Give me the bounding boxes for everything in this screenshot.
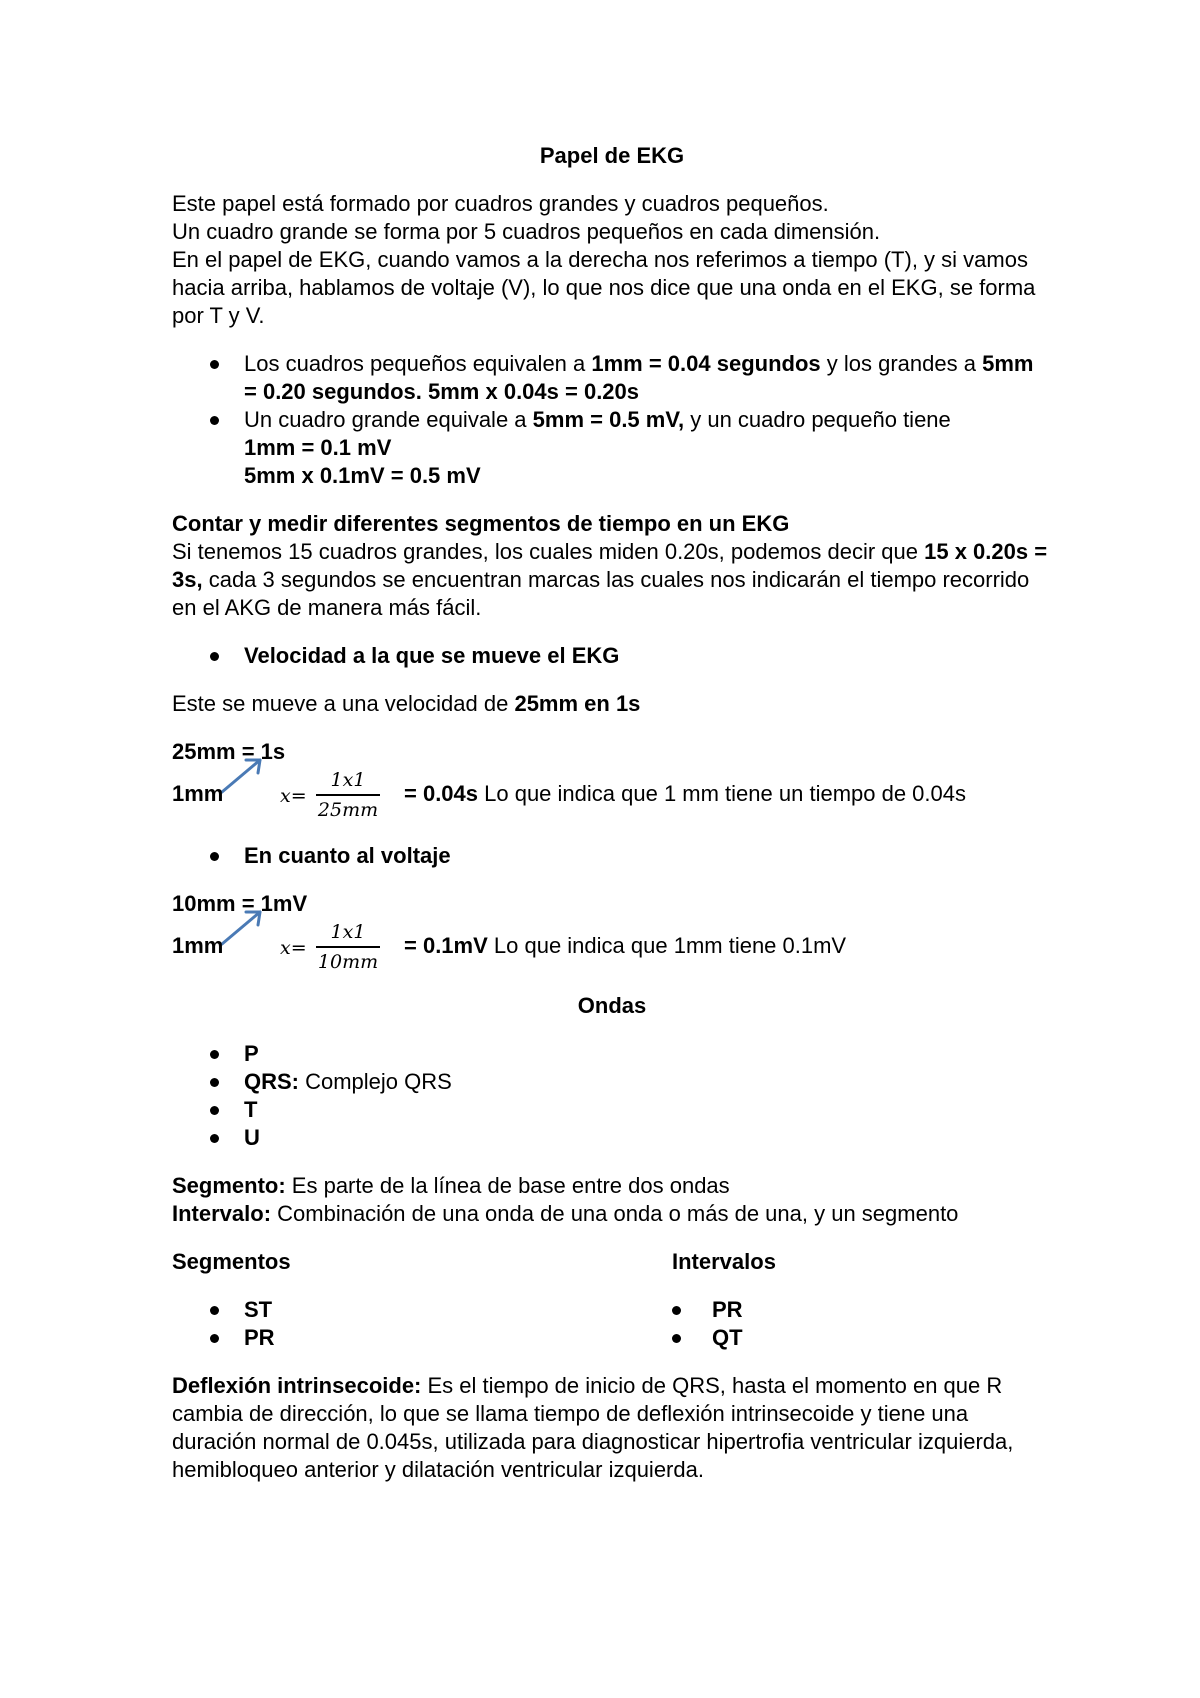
- paragraph-bold: 25mm en 1s: [514, 691, 641, 716]
- list-item: [172, 1296, 672, 1324]
- column-heading-text: Intervalos: [672, 1249, 776, 1274]
- column-heading-text: Segmentos: [172, 1249, 291, 1274]
- voltage-bullet: [172, 842, 1052, 870]
- velocity-bullet: [172, 642, 1052, 670]
- wave-label: T: [244, 1097, 258, 1122]
- intro-line-2: Un cuadro grande se forma por 5 cuadros pequeños en cada dimensión.: [172, 219, 881, 244]
- ondas-list: [172, 1040, 1052, 1152]
- list-item: [172, 1124, 1052, 1152]
- bullet-icon: [210, 360, 219, 369]
- paragraph-text: Este se mueve a una velocidad de: [172, 691, 515, 716]
- list-item: [172, 642, 1052, 670]
- bullet-icon: [210, 1106, 219, 1115]
- intervals-column: [672, 1248, 1052, 1352]
- wave-label: QRS:: [244, 1069, 299, 1094]
- list-item: [172, 842, 1052, 870]
- section-heading: [172, 510, 1052, 538]
- equation-left: 1mm: [172, 781, 224, 806]
- column-heading: [672, 1248, 1052, 1276]
- segments-intervals: [172, 1248, 1052, 1352]
- bullet-icon: [210, 652, 219, 661]
- equation-result: [404, 780, 966, 808]
- bullet-icon: [210, 1078, 219, 1087]
- segments-list: [172, 1296, 672, 1352]
- def-label: Intervalo:: [172, 1201, 272, 1226]
- result-note: Lo que indica que 1mm tiene 0.1mV: [487, 933, 847, 958]
- list-item: [672, 1296, 1052, 1324]
- bullet-text: y un cuadro pequeño tiene: [684, 407, 951, 432]
- wave-label: U: [244, 1125, 260, 1150]
- velocity-eq-top: [172, 738, 1052, 766]
- fraction-numerator: 1x1: [330, 769, 366, 791]
- result-bold: = 0.1mV: [404, 933, 488, 958]
- item-label: PR: [244, 1325, 275, 1350]
- bullet-bold: En cuanto al voltaje: [244, 843, 451, 868]
- velocity-equation: [172, 766, 1052, 822]
- def-segmento: [172, 1172, 1052, 1200]
- list-item: [172, 406, 1052, 490]
- intro-line-3: En el papel de EKG, cuando vamos a la derecha nos referimos a tiempo (T), y si vamos hacia arriba, hablamos de voltaje (V), lo que nos dice que una onda en el EKG, se forma por T y V.: [172, 247, 1036, 328]
- section-heading-text: Contar y medir diferentes segmentos de tiempo en un EKG: [172, 511, 790, 536]
- def-label: Segmento:: [172, 1173, 286, 1198]
- bullet-text: Los cuadros pequeños equivalen a: [244, 351, 592, 376]
- column-heading: [172, 1248, 672, 1276]
- list-item: [672, 1324, 1052, 1352]
- bullet-icon: [210, 1306, 219, 1315]
- arrow-icon: [218, 754, 268, 796]
- result-bold: = 0.04s: [404, 781, 479, 806]
- bullet-icon: [210, 1334, 219, 1343]
- fraction-var: x=: [280, 785, 307, 807]
- paragraph-text: cada 3 segundos se encuentran marcas las cuales nos indicarán el tiempo recorrido en el AKG de manera más fácil.: [172, 567, 1030, 620]
- def-text: Combinación de una onda de una onda o más de una, y un segmento: [271, 1201, 959, 1226]
- wave-desc: Complejo QRS: [299, 1069, 452, 1094]
- fraction-var: x=: [280, 937, 307, 959]
- equation-left: 1mm: [172, 933, 224, 958]
- paragraph-text: Si tenemos 15 cuadros grandes, los cuales miden 0.20s, podemos decir que: [172, 539, 925, 564]
- section-time: [172, 510, 1052, 622]
- bullet-bold: 5mm x 0.1mV = 0.5 mV: [244, 463, 481, 488]
- list-item: [172, 1324, 672, 1352]
- bullet-icon: [210, 852, 219, 861]
- def-intervalo: [172, 1200, 1052, 1228]
- result-note: Lo que indica que 1 mm tiene un tiempo de 0.04s: [478, 781, 967, 806]
- def-label: Deflexión intrinsecoide:: [172, 1373, 422, 1398]
- list-item: [172, 1040, 1052, 1068]
- bullet-text: y los grandes a: [820, 351, 983, 376]
- document-page: [172, 142, 1052, 1484]
- bullet-icon: [210, 416, 219, 425]
- list-item: [172, 350, 1052, 406]
- voltage-eq-top: [172, 890, 1052, 918]
- bullet-icon: [210, 1134, 219, 1143]
- equation-top: 10mm = 1mV: [172, 891, 308, 916]
- def-text: Es parte de la línea de base entre dos ondas: [285, 1173, 730, 1198]
- def-text: Es el tiempo de inicio de QRS, hasta el momento en que R cambia de dirección, lo que se llama tiempo de deflexión intrinsecoide y tiene una duración normal de 0.045s, utilizada para diagnosticar hipertrofia ventricular izquierda, hemibloqueo anterior y dilatación ventricular izquierda.: [172, 1373, 1014, 1482]
- list-item: [172, 1068, 1052, 1096]
- bullet-icon: [672, 1306, 681, 1315]
- page-title: Papel de EKG: [539, 143, 685, 168]
- item-label: ST: [244, 1297, 273, 1322]
- intro-line-1: Este papel está formado por cuadros grandes y cuadros pequeños.: [172, 191, 829, 216]
- list-item: [172, 1096, 1052, 1124]
- voltage-equation: [172, 918, 1052, 974]
- fraction-numerator: 1x1: [330, 921, 366, 943]
- ondas-heading: Ondas: [577, 993, 647, 1018]
- arrow-icon: [218, 906, 268, 948]
- bullet-bold: 1mm = 0.1 mV: [244, 435, 392, 460]
- equation-top: 25mm = 1s: [172, 739, 286, 764]
- velocity-text: [172, 690, 1052, 718]
- paragraph-bold: 15 x 0.20s = 3s,: [172, 539, 1048, 592]
- bullet-bold: 5mm = 0.5 mV,: [532, 407, 685, 432]
- bullet-bold: 1mm = 0.04 segundos: [591, 351, 821, 376]
- bullet-bold: Velocidad a la que se mueve el EKG: [244, 643, 620, 668]
- equation-result: [404, 932, 846, 960]
- bullet-text: Un cuadro grande equivale a: [244, 407, 533, 432]
- intro-block: [172, 190, 1052, 330]
- section-paragraph: [172, 538, 1052, 622]
- wave-label: P: [244, 1041, 259, 1066]
- fraction-denominator: 25mm: [317, 799, 379, 821]
- paper-bullets: [172, 350, 1052, 490]
- item-label: QT: [712, 1325, 743, 1350]
- fraction-denominator: 10mm: [317, 951, 379, 973]
- segments-column: [172, 1248, 672, 1352]
- bullet-icon: [672, 1334, 681, 1343]
- bullet-icon: [210, 1050, 219, 1059]
- definitions: [172, 1172, 1052, 1228]
- bullet-bold: 5mm = 0.20 segundos. 5mm x 0.04s = 0.20s: [244, 351, 1034, 404]
- deflexion-paragraph: [172, 1372, 1052, 1484]
- item-label: PR: [712, 1297, 743, 1322]
- intervals-list: [672, 1296, 1052, 1352]
